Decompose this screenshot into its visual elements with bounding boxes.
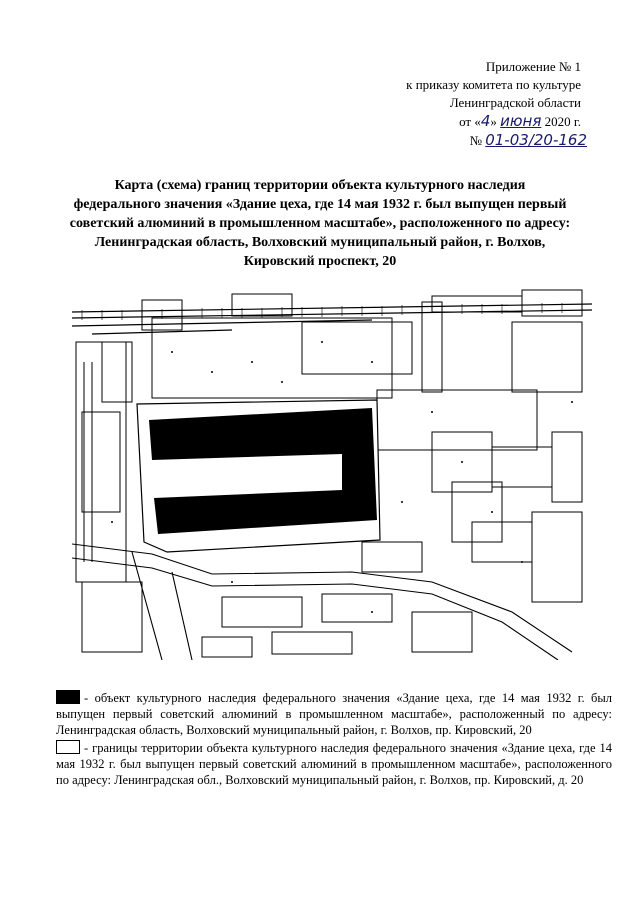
legend-boundary-text: - границы территории объекта культурного наследия федерального значения «Здание цеха, где 14 мая 1932 г. был выпущен первый советский алюминий в промышленном масштабе», расположенного по адресу: Ленинградская обл., Волховский муниципальный район, г. Волхов, пр. Кировский, д. 20 (56, 741, 612, 787)
legend-item-boundary (56, 740, 612, 788)
site-map (72, 282, 592, 660)
number-line (470, 131, 587, 150)
date-line (459, 112, 581, 131)
legend-heritage-text: - объект культурного наследия федерального значения «Здание цеха, где 14 мая 1932 г. был выпущен первый советский алюминий в промышленном масштабе», расположенный по адресу: Ленинградская область, Волховский муниципальный район, г. Волхов, пр. Кировский, 20 (56, 691, 612, 737)
title-line-2: федерального значения «Здание цеха, где 14 мая 1932 г. был выпущен первый (73, 197, 567, 212)
region-line: Ленинградской области (449, 95, 581, 110)
date-month: июня (500, 112, 542, 130)
title-line-4: Ленинградская область, Волховский муниципальный район, г. Волхов, (94, 235, 546, 250)
title-line-3: советский алюминий в промышленном масштабе», расположенного по адресу: (69, 216, 571, 231)
date-prefix: от « (459, 114, 481, 129)
date-day: 4 (480, 112, 491, 130)
title-line-1: Карта (схема) границ территории объекта культурного наследия (114, 178, 526, 193)
date-mid: » (490, 114, 501, 129)
black-swatch (56, 690, 80, 704)
date-year: 2020 г. (541, 114, 581, 129)
number-prefix: № (469, 133, 482, 148)
title-line-5: Кировский проспект, 20 (243, 254, 397, 269)
appendix-label: Приложение № 1 (485, 59, 581, 74)
legend-item-heritage (56, 690, 612, 738)
order-line: к приказу комитета по культуре (406, 77, 581, 92)
outline-swatch (56, 740, 80, 754)
document-title (40, 176, 600, 271)
number-value: 01-03/20-162 (485, 131, 587, 149)
